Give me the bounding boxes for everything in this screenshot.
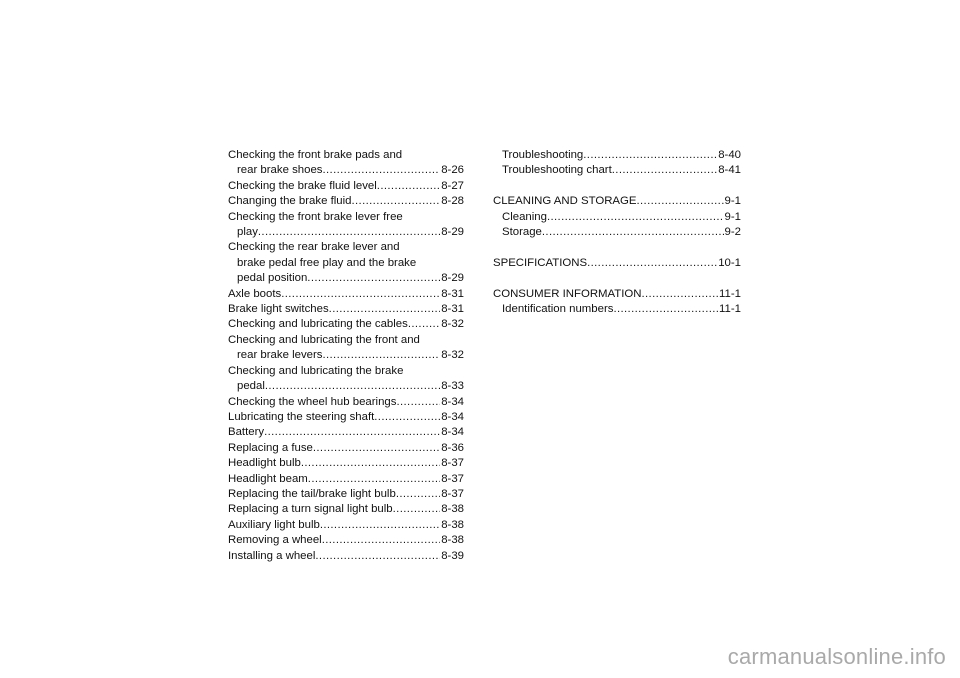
toc-entry[interactable] (228, 502, 464, 517)
toc-page-number: 8-29 (441, 272, 464, 285)
toc-entry-title: Checking the wheel hub bearings (228, 395, 397, 408)
toc-entry[interactable] (493, 210, 741, 225)
toc-entry[interactable] (493, 256, 741, 271)
toc-leader-dots (408, 317, 440, 332)
toc-page-number: 8-32 (441, 318, 464, 331)
toc-entry-title: Checking the rear brake lever and (228, 241, 400, 254)
toc-entry[interactable] (228, 518, 464, 533)
toc-leader-dots (636, 194, 723, 209)
toc-page-number: 8-37 (441, 487, 464, 500)
toc-entry-title: Checking and lubricating the front and (228, 333, 420, 346)
toc-leader-dots (329, 302, 441, 317)
section-gap (493, 240, 741, 255)
toc-page-number: 8-41 (718, 164, 741, 177)
toc-leader-dots (322, 163, 440, 178)
toc-leader-dots (587, 256, 717, 271)
toc-leader-dots (315, 549, 440, 564)
toc-leader-dots (308, 472, 440, 487)
toc-entry-title: pedal position (237, 272, 308, 285)
toc-entry-title: rear brake shoes (237, 164, 323, 177)
toc-entry[interactable] (228, 194, 464, 209)
toc-entry[interactable] (228, 333, 464, 364)
toc-leader-dots (264, 425, 440, 440)
toc-page-number: 8-37 (441, 457, 464, 470)
toc-left-column (228, 148, 464, 564)
toc-entry[interactable] (228, 425, 464, 440)
toc-page-number: 8-34 (441, 410, 464, 423)
toc-leader-dots (542, 225, 724, 240)
toc-entry[interactable] (228, 456, 464, 471)
toc-leader-dots (374, 410, 440, 425)
toc-leader-dots (642, 287, 719, 302)
toc-leader-dots (320, 518, 440, 533)
toc-leader-dots (258, 225, 440, 240)
toc-entry[interactable] (228, 302, 464, 317)
toc-entry-title: brake pedal free play and the brake (237, 256, 417, 269)
section-gap (493, 179, 741, 194)
toc-leader-dots (613, 302, 718, 317)
toc-page-number: 8-38 (441, 503, 464, 516)
toc-leader-dots (265, 379, 440, 394)
toc-entry-title: Checking the front brake lever free (228, 210, 403, 223)
toc-entry[interactable] (228, 441, 464, 456)
toc-leader-dots (396, 487, 440, 502)
toc-entry-title: Changing the brake fluid (228, 195, 352, 208)
toc-entry-title: Replacing the tail/brake light bulb (228, 487, 396, 500)
toc-entry[interactable] (228, 395, 464, 410)
toc-page-number: 8-31 (441, 303, 464, 316)
toc-page-number: 8-33 (441, 380, 464, 393)
toc-page-number: 9-2 (724, 226, 741, 239)
toc-page-number: 8-38 (441, 534, 464, 547)
toc-page-number: 8-37 (441, 472, 464, 485)
toc-page-number: 11-1 (719, 303, 741, 316)
toc-leader-dots (313, 441, 440, 456)
toc-entry-title: play (237, 226, 258, 239)
toc-entry[interactable] (493, 194, 741, 209)
toc-page-number: 8-34 (441, 395, 464, 408)
toc-page-number: 8-26 (441, 164, 464, 177)
toc-leader-dots (322, 533, 440, 548)
toc-entry-title: pedal (237, 380, 265, 393)
toc-entry-title: Replacing a turn signal light bulb (228, 503, 393, 516)
toc-leader-dots (351, 194, 440, 209)
toc-page-number: 9-1 (724, 210, 741, 223)
toc-page-number: 8-39 (441, 549, 464, 562)
toc-leader-dots (547, 210, 724, 225)
watermark: carmanualsonline.info (727, 644, 946, 669)
toc-entry-title: Troubleshooting (502, 149, 584, 161)
toc-entry[interactable] (493, 287, 741, 302)
toc-entry[interactable] (228, 410, 464, 425)
toc-leader-dots (583, 148, 717, 163)
toc-entry[interactable] (493, 302, 741, 317)
toc-entry-title: Storage (502, 226, 542, 239)
toc-entry[interactable] (228, 549, 464, 564)
toc-leader-dots (612, 163, 717, 178)
toc-leader-dots (322, 348, 440, 363)
toc-entry-title: CLEANING AND STORAGE (493, 195, 637, 208)
toc-entry-title: Auxiliary light bulb (228, 518, 320, 531)
toc-page-number: 8-38 (441, 518, 464, 531)
toc-entry[interactable] (228, 487, 464, 502)
toc-entry-title: Checking and lubricating the cables (228, 318, 408, 331)
toc-leader-dots (307, 271, 440, 286)
toc-entry[interactable] (493, 148, 741, 163)
toc-entry-title: Checking the brake fluid level (228, 179, 377, 192)
toc-entry-title: SPECIFICATIONS (493, 256, 588, 269)
toc-entry[interactable] (228, 179, 464, 194)
toc-entry[interactable] (228, 210, 464, 241)
toc-entry-title: CONSUMER INFORMATION (493, 287, 642, 300)
toc-page-number: 8-29 (441, 226, 464, 239)
toc-entry[interactable] (228, 317, 464, 332)
toc-entry[interactable] (493, 225, 741, 240)
toc-entry-title: Cleaning (502, 210, 547, 223)
toc-entry-title: Brake light switches (228, 303, 329, 316)
toc-page-number: 11-1 (719, 287, 741, 300)
toc-leader-dots (301, 456, 440, 471)
toc-entry-title: Identification numbers (502, 303, 614, 316)
toc-page-number: 8-32 (441, 349, 464, 362)
toc-entry-title: Checking the front brake pads and (228, 149, 403, 161)
section-gap (493, 271, 741, 286)
toc-entry-title: rear brake levers (237, 349, 323, 362)
toc-entry-title: Checking and lubricating the brake (228, 364, 404, 377)
toc-page-number: 8-34 (441, 426, 464, 439)
toc-entry[interactable] (228, 472, 464, 487)
toc-entry-title: Removing a wheel (228, 534, 322, 547)
toc-page-number: 8-31 (441, 287, 464, 300)
toc-leader-dots (281, 287, 440, 302)
toc-page-number: 8-28 (441, 195, 464, 208)
toc-page-number: 9-1 (724, 195, 741, 208)
toc-entry-title: Headlight beam (228, 472, 308, 485)
toc-entry-title: Replacing a fuse (228, 441, 313, 454)
toc-entry-title: Battery (228, 426, 265, 439)
toc-entry-title: Axle boots (228, 287, 282, 300)
toc-leader-dots (393, 502, 441, 517)
toc-right-column (493, 148, 741, 317)
toc-entry-title: Headlight bulb (228, 457, 301, 470)
toc-page-number: 8-36 (441, 441, 464, 454)
toc-entry[interactable] (228, 240, 464, 286)
toc-leader-dots (396, 395, 440, 410)
toc-entry[interactable] (228, 364, 464, 395)
toc-entry[interactable] (228, 533, 464, 548)
toc-entry[interactable] (228, 148, 464, 179)
toc-entry[interactable] (493, 163, 741, 178)
toc-entry-title: Installing a wheel (228, 549, 316, 562)
toc-entry[interactable] (228, 287, 464, 302)
toc-page-number: 8-40 (718, 149, 741, 161)
toc-leader-dots (377, 179, 440, 194)
toc-page-number: 8-27 (441, 179, 464, 192)
toc-entry-title: Lubricating the steering shaft (228, 410, 375, 423)
toc-page-number: 10-1 (718, 256, 741, 269)
toc-entry-title: Troubleshooting chart (502, 164, 612, 177)
